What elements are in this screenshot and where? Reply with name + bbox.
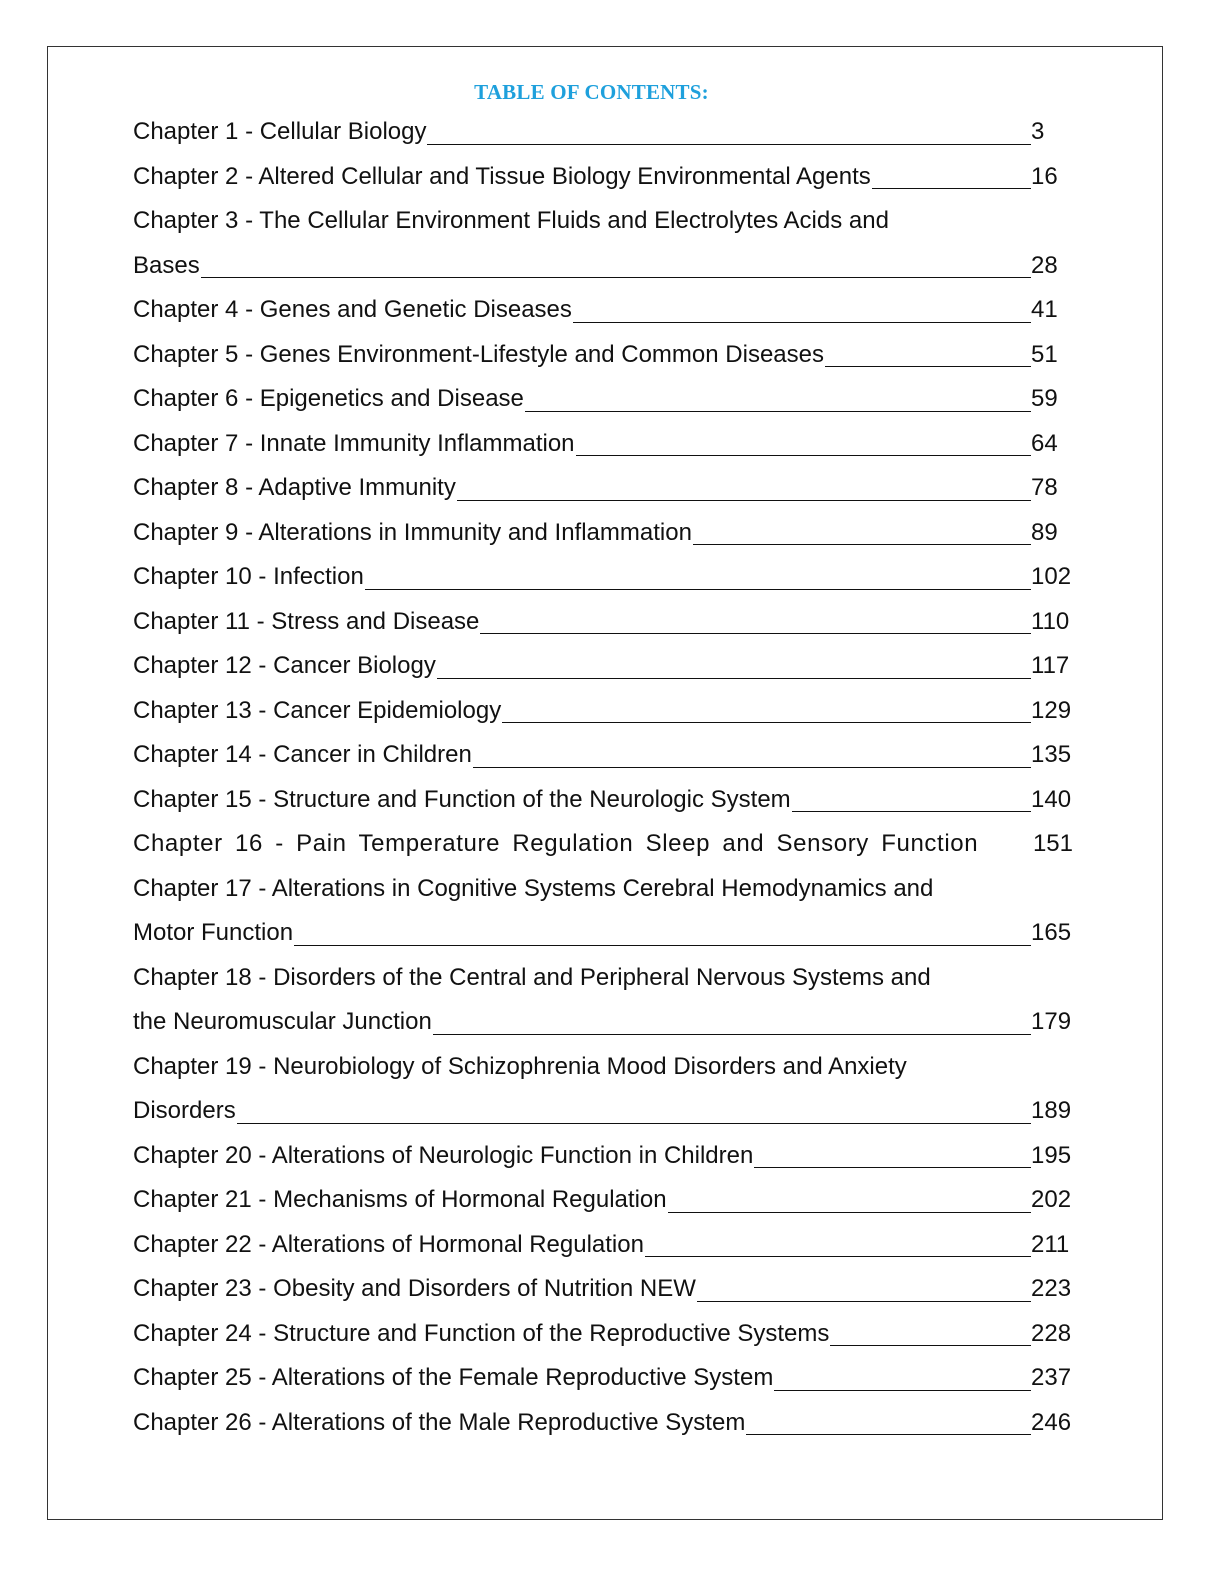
toc-leader-line xyxy=(792,811,1031,812)
toc-entry-line xyxy=(133,1267,1073,1312)
toc-entry-line xyxy=(133,1000,1073,1045)
toc-page-number: 135 xyxy=(1031,741,1072,769)
toc-entry-title: Chapter 9 - Alterations in Immunity and Inflammation xyxy=(133,518,692,546)
toc-entry-title: Chapter 7 - Innate Immunity Inflammation xyxy=(133,429,575,457)
toc-leader-line xyxy=(697,1301,1031,1302)
toc-page-number: 64 xyxy=(1031,429,1058,457)
toc-entry-title: Chapter 14 - Cancer in Children xyxy=(133,741,472,769)
toc-entry-line xyxy=(133,1223,1073,1268)
toc-entry-line xyxy=(133,466,1073,511)
toc-page-number: 165 xyxy=(1031,919,1072,947)
toc-entry-line xyxy=(133,422,1073,467)
toc-entry-title: Chapter 19 - Neurobiology of Schizophrenia Mood Disorders and Anxiety xyxy=(133,1052,907,1080)
toc-entry-title: Chapter 18 - Disorders of the Central and Peripheral Nervous Systems and xyxy=(133,963,931,991)
toc-entry-line xyxy=(133,778,1073,823)
toc-leader-line xyxy=(525,411,1031,412)
toc-entry-title: Chapter 8 - Adaptive Immunity xyxy=(133,474,456,502)
toc-page-number: 211 xyxy=(1031,1230,1070,1258)
toc-leader-line xyxy=(830,1345,1031,1346)
toc-entry-line xyxy=(133,600,1073,645)
toc-entry-title: Chapter 23 - Obesity and Disorders of Nutrition NEW xyxy=(133,1275,696,1303)
toc-leader-line xyxy=(693,544,1031,545)
toc-page-number: 151 xyxy=(1032,830,1073,858)
toc-page-number: 228 xyxy=(1031,1319,1072,1347)
toc-leader-line xyxy=(774,1390,1031,1391)
toc-page-number: 51 xyxy=(1031,340,1058,368)
toc-entry-title: the Neuromuscular Junction xyxy=(133,1008,432,1036)
toc-entry-line xyxy=(133,244,1073,289)
toc-entry-line xyxy=(133,288,1073,333)
toc-entry-title: Chapter 26 - Alterations of the Male Reproductive System xyxy=(133,1408,746,1436)
toc-entry-line xyxy=(133,822,1073,867)
toc-entry-line xyxy=(133,689,1073,734)
toc-page-number: 110 xyxy=(1031,607,1070,635)
toc-page-number: 189 xyxy=(1031,1097,1072,1125)
toc-entry-title: Chapter 21 - Mechanisms of Hormonal Regulation xyxy=(133,1186,667,1214)
toc-entry-title: Chapter 10 - Infection xyxy=(133,563,364,591)
toc-leader-line xyxy=(645,1256,1031,1257)
toc-entry-line xyxy=(133,644,1073,689)
toc-entry-title: Chapter 22 - Alterations of Hormonal Regulation xyxy=(133,1230,644,1258)
toc-leader-line xyxy=(872,188,1031,189)
toc-entry-title: Chapter 20 - Alterations of Neurologic Function in Children xyxy=(133,1141,754,1169)
toc-page-number: 237 xyxy=(1031,1364,1072,1392)
toc-leader-line xyxy=(457,500,1031,501)
toc-entry-line xyxy=(133,511,1073,556)
toc-page-number: 246 xyxy=(1031,1408,1072,1436)
toc-entry-title: Chapter 5 - Genes Environment-Lifestyle and Common Diseases xyxy=(133,340,824,368)
toc-leader-line xyxy=(473,767,1031,768)
toc-page-number: 3 xyxy=(1031,118,1045,146)
toc-entry-line xyxy=(133,867,1073,912)
toc-entry-title: Chapter 2 - Altered Cellular and Tissue Biology Environmental Agents xyxy=(133,162,871,190)
toc-leader-line xyxy=(480,633,1031,634)
toc-title: TABLE OF CONTENTS: xyxy=(474,80,709,104)
toc-entry-title: Chapter 15 - Structure and Function of the Neurologic System xyxy=(133,785,791,813)
toc-entry-title: Bases xyxy=(133,251,200,279)
toc-page-number: 41 xyxy=(1031,296,1058,324)
toc-entry-line xyxy=(133,377,1073,422)
toc-entry-line xyxy=(133,1356,1073,1401)
toc-page-number: 195 xyxy=(1031,1141,1072,1169)
toc-entry-title: Chapter 25 - Alterations of the Female Reproductive System xyxy=(133,1364,774,1392)
toc-entry-line xyxy=(133,199,1073,244)
toc-page-number: 28 xyxy=(1031,251,1058,279)
toc-entry-line xyxy=(133,1312,1073,1357)
toc-entry-title: Motor Function xyxy=(133,919,294,947)
toc-entry-title: Chapter 17 - Alterations in Cognitive Systems Cerebral Hemodynamics and xyxy=(133,874,934,902)
toc-leader-line xyxy=(201,277,1031,278)
toc-page-number: 202 xyxy=(1031,1186,1072,1214)
toc-leader-line xyxy=(437,678,1031,679)
toc-entry-line xyxy=(133,733,1073,778)
toc-entry-line xyxy=(133,333,1073,378)
toc-page-number: 16 xyxy=(1031,162,1058,190)
toc-page-number: 179 xyxy=(1031,1008,1072,1036)
toc-leader-line xyxy=(573,322,1031,323)
toc-leader-line xyxy=(668,1212,1031,1213)
toc-entry-title: Chapter 4 - Genes and Genetic Diseases xyxy=(133,296,572,324)
toc-page-number: 89 xyxy=(1031,518,1058,546)
toc-entry-line xyxy=(133,1045,1073,1090)
toc-leader-line xyxy=(365,589,1031,590)
toc-entry-line xyxy=(133,1134,1073,1179)
toc-entry-title: Chapter 3 - The Cellular Environment Fluids and Electrolytes Acids and xyxy=(133,207,889,235)
toc-leader-line xyxy=(502,722,1031,723)
toc-list xyxy=(133,110,1073,1445)
toc-entry-line xyxy=(133,555,1073,600)
toc-leader-line xyxy=(294,945,1031,946)
toc-entry-line xyxy=(133,956,1073,1001)
toc-leader-line xyxy=(825,366,1031,367)
toc-entry-title: Chapter 6 - Epigenetics and Disease xyxy=(133,385,524,413)
toc-leader-line xyxy=(237,1123,1031,1124)
toc-entry-line xyxy=(133,155,1073,200)
toc-entry-title: Chapter 13 - Cancer Epidemiology xyxy=(133,696,502,724)
toc-entry-title: Chapter 16 - Pain Temperature Regulation Sleep and Sensory Function xyxy=(133,830,979,858)
toc-page-number: 59 xyxy=(1031,385,1058,413)
toc-entry-title: Chapter 24 - Structure and Function of the Reproductive Systems xyxy=(133,1319,830,1347)
toc-entry-title: Disorders xyxy=(133,1097,236,1125)
toc-leader-line xyxy=(427,144,1031,145)
toc-entry-title: Chapter 1 - Cellular Biology xyxy=(133,118,427,146)
toc-leader-line xyxy=(576,455,1031,456)
toc-entry-line xyxy=(133,1178,1073,1223)
toc-leader-line xyxy=(433,1034,1031,1035)
toc-page-number: 129 xyxy=(1031,696,1072,724)
toc-page-number: 140 xyxy=(1031,785,1072,813)
toc-leader-line xyxy=(754,1167,1031,1168)
toc-entry-line xyxy=(133,1089,1073,1134)
toc-entry-line xyxy=(133,1401,1073,1446)
toc-page-number: 78 xyxy=(1031,474,1058,502)
toc-leader-line xyxy=(746,1434,1031,1435)
toc-entry-title: Chapter 12 - Cancer Biology xyxy=(133,652,436,680)
toc-entry-line xyxy=(133,911,1073,956)
toc-page-number: 102 xyxy=(1031,563,1072,591)
toc-page-number: 223 xyxy=(1031,1275,1072,1303)
toc-entry-line xyxy=(133,110,1073,155)
toc-page-number: 117 xyxy=(1031,652,1070,680)
toc-entry-title: Chapter 11 - Stress and Disease xyxy=(133,607,480,635)
